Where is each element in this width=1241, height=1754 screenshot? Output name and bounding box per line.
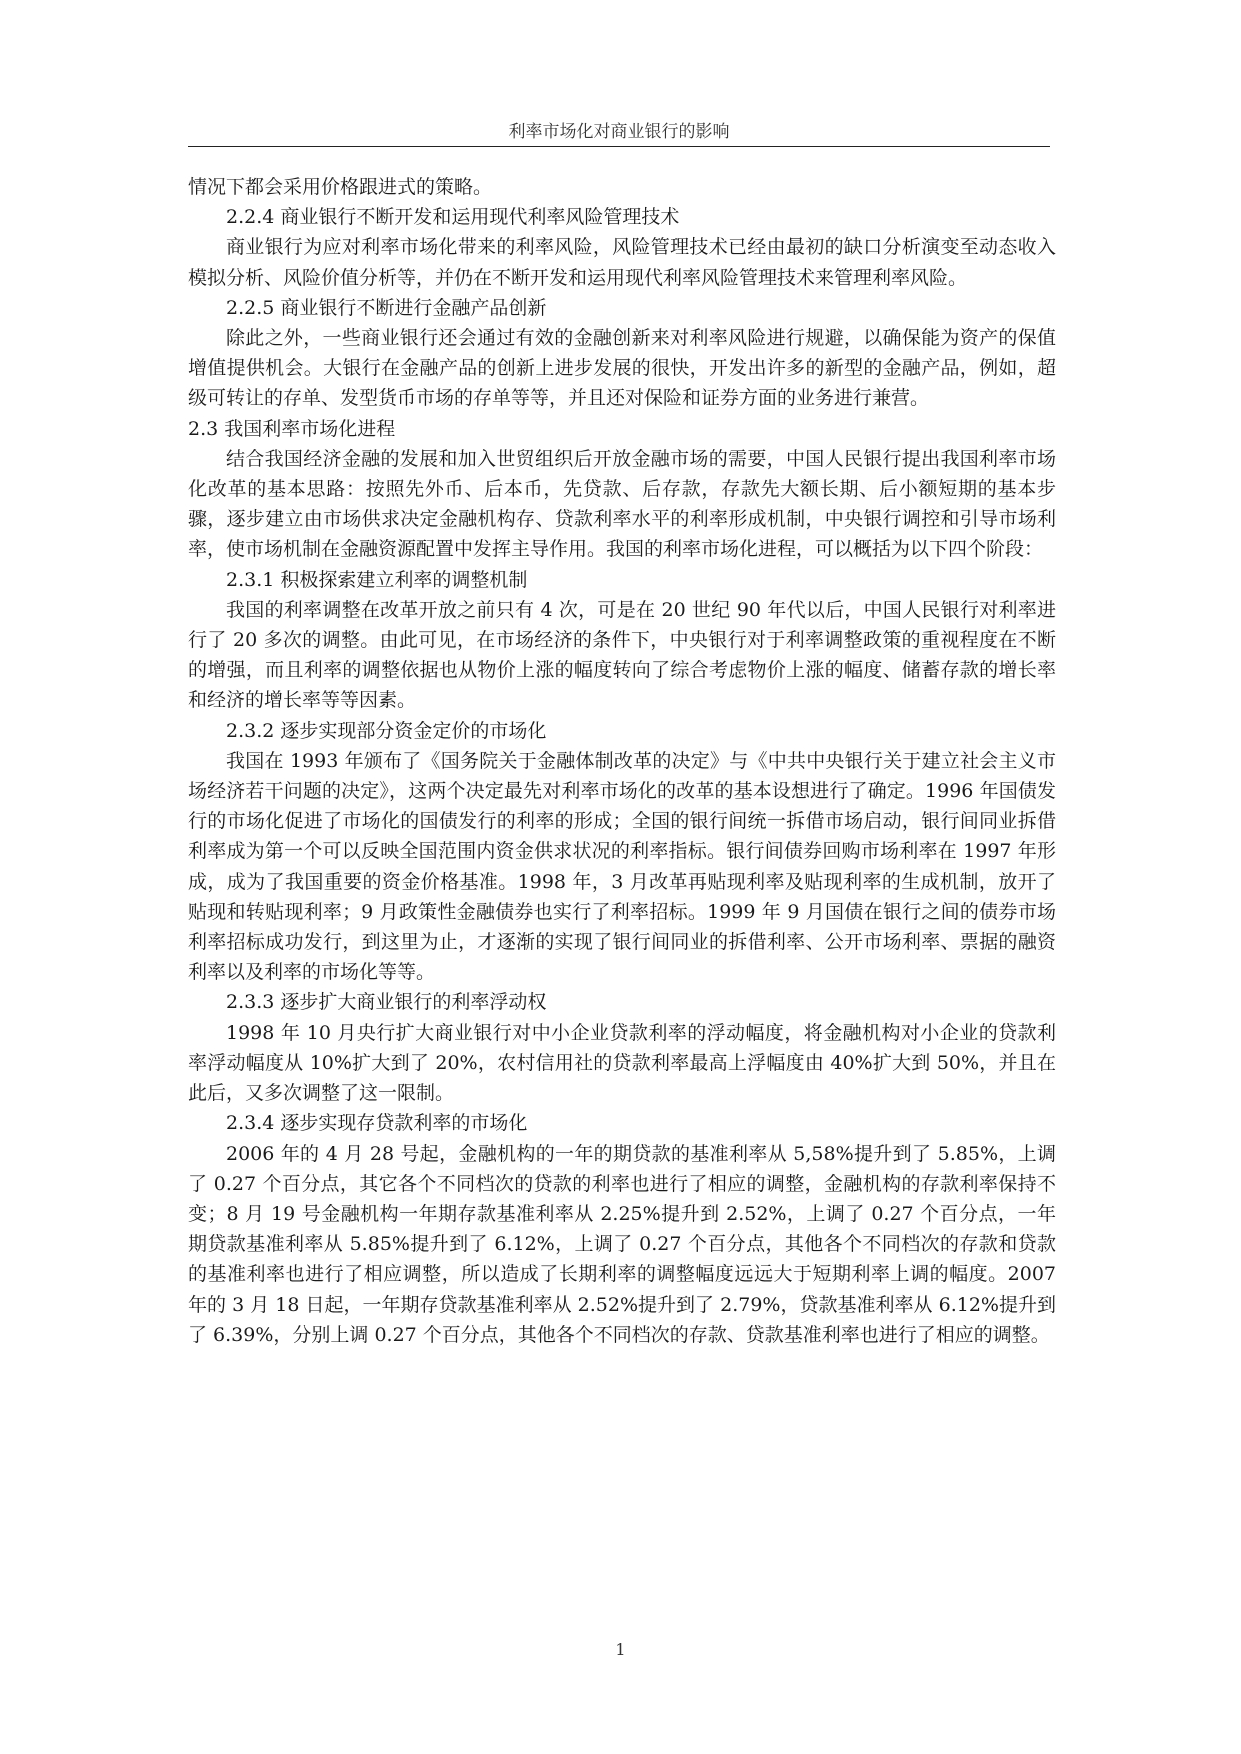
page-number: 1 <box>615 1640 626 1659</box>
section-heading: 2.3 我国利率市场化进程 <box>188 417 396 440</box>
paragraph: 商业银行为应对利率市场化带来的利率风险，风险管理技术已经由最初的缺口分析演变至动态收入模拟分析、风险价值分析等，并仍在不断开发和运用现代利率风险管理技术来管理利率风险。 <box>188 236 1056 289</box>
subsection-heading: 2.3.4 逐步实现存贷款利率的市场化 <box>226 1112 528 1135</box>
paragraph: 结合我国经济金融的发展和加入世贸组织后开放金融市场的需要，中国人民银行提出我国利率市场化改革的基本思路：按照先外币、后本币，先贷款、后存款，存款先大额长期、后小额短期的基本步骤，逐步建立由市场供求决定金融机构存、贷款利率水平的利率形成机制，中央银行调控和引导市场利率，使市场机制在金融资源配置中发挥主导作用。我国的利率市场化进程，可以概括为以下四个阶段： <box>188 447 1056 561</box>
subsection-heading: 2.2.5 商业银行不断进行金融产品创新 <box>226 296 547 319</box>
header-title: 利率市场化对商业银行的影响 <box>508 122 730 142</box>
subsection-heading: 2.3.3 逐步扩大商业银行的利率浮动权 <box>226 991 547 1014</box>
paragraph: 我国的利率调整在改革开放之前只有 4 次，可是在 20 世纪 90 年代以后，中国人民银行对利率进行了 20 多次的调整。由此可见，在市场经济的条件下，中央银行对于利率调整政策的重视程度在不断的增强，而且利率的调整依据也从物价上涨的幅度转向了综合考虑物价上涨的幅度、储蓄存款的增长率和经济的增长率等等因素。 <box>188 598 1056 712</box>
paragraph: 我国在 1993 年颁布了《国务院关于金融体制改革的决定》与《中共中央银行关于建立社会主义市场经济若干问题的决定》，这两个决定最先对利率市场化的改革的基本设想进行了确定。1996 年国债发行的市场化促进了市场化的国债发行的利率的形成；全国的银行间统一拆借市场启动，银行间同业拆借利率成为第一个可以反映全国范围内资金供求状况的利率指标。银行间债券回购市场利率在 1997 年形成，成为了我国重要的资金价格基准。1998 年，3 月改革再贴现利率及贴现利率的生成机制，放开了贴现和转贴现利率；9 月政策性金融债券也实行了利率招标。1999 年 9 月国债在银行之间的债券市场利率招标成功发行，到这里为止，才逐渐的实现了银行间同业的拆借利率、公开市场利率、票据的融资利率以及利率的市场化等等。 <box>188 749 1056 984</box>
subsection-heading: 2.3.1 积极探索建立利率的调整机制 <box>226 568 528 591</box>
paragraph: 2006 年的 4 月 28 号起，金融机构的一年的期贷款的基准利率从 5,58%提升到了 5.85%，上调了 0.27 个百分点，其它各个不同档次的贷款的利率也进行了相应的调整，金融机构的存款利率保持不变；8 月 19 号金融机构一年期存款基准利率从 2.25%提升到 2.52%，上调了 0.27 个百分点，一年期贷款基准利率从 5.85%提升到了 6.12%，上调了 0.27 个百分点，其他各个不同档次的存款和贷款的基准利率也进行了相应调整，所以造成了长期利率的调整幅度远远大于短期利率上调的幅度。2007 年的 3 月 18 日起，一年期存贷款基准利率从 2.52%提升到了 2.79%，贷款基准利率从 6.12%提升到了 6.39%，分别上调 0.27 个百分点，其他各个不同档次的存款、贷款基准利率也进行了相应的调整。 <box>188 1142 1056 1346</box>
paragraph: 除此之外，一些商业银行还会通过有效的金融创新来对利率风险进行规避，以确保能为资产的保值增值提供机会。大银行在金融产品的创新上进步发展的很快，开发出许多的新型的金融产品，例如，超级可转让的存单、发型货币市场的存单等等，并且还对保险和证券方面的业务进行兼营。 <box>188 327 1056 410</box>
paragraph: 1998 年 10 月央行扩大商业银行对中小企业贷款利率的浮动幅度，将金融机构对小企业的贷款利率浮动幅度从 10%扩大到了 20%，农村信用社的贷款利率最高上浮幅度由 40%扩大到 50%，并且在此后，又多次调整了这一限制。 <box>188 1021 1056 1105</box>
subsection-heading: 2.2.4 商业银行不断开发和运用现代利率风险管理技术 <box>226 206 680 229</box>
subsection-heading: 2.3.2 逐步实现部分资金定价的市场化 <box>226 719 547 742</box>
paragraph: 情况下都会采用价格跟进式的策略。 <box>188 176 493 198</box>
document-body <box>188 172 1056 1350</box>
page-header <box>188 120 1050 147</box>
